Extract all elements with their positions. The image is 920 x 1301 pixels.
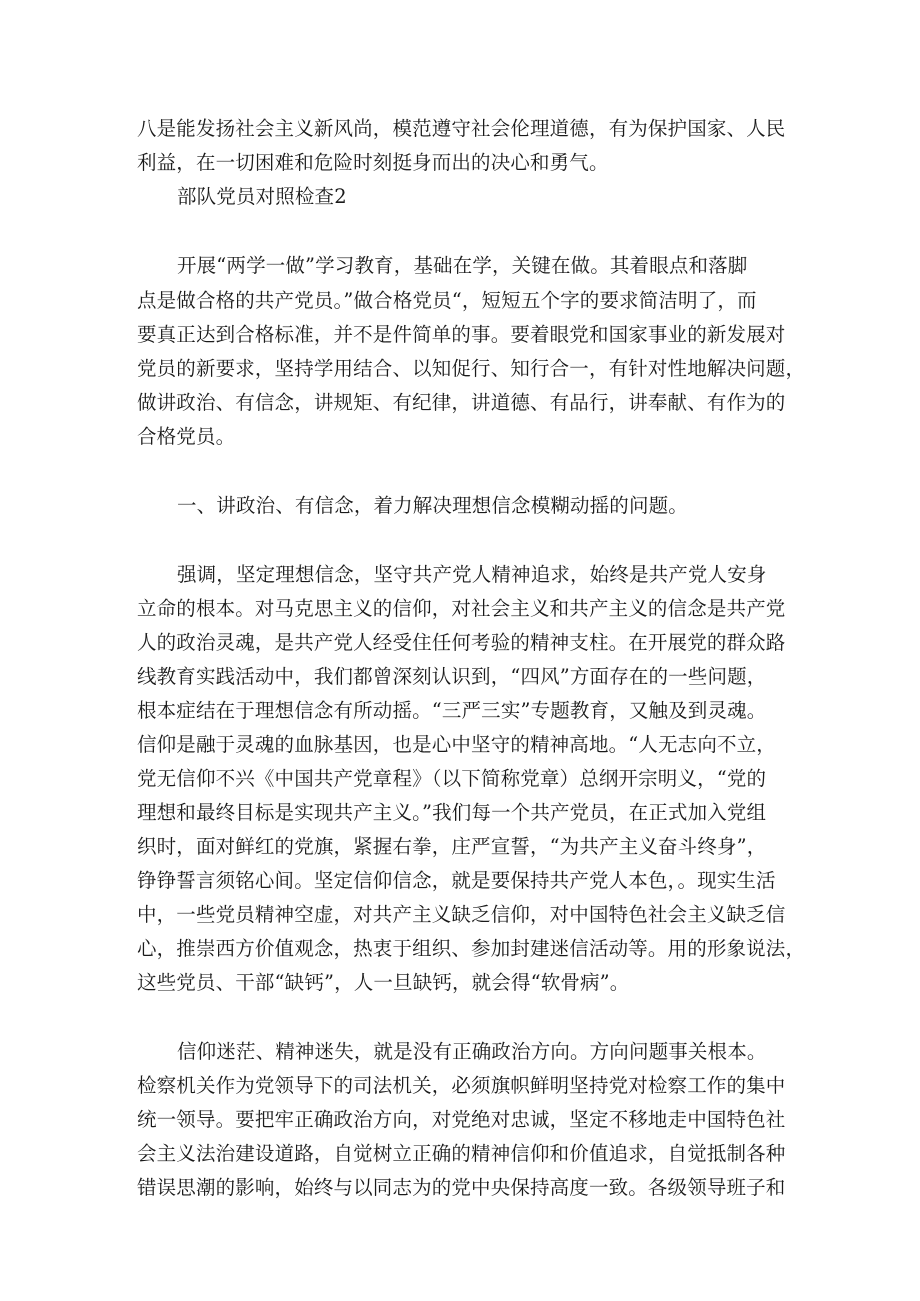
para2-line-12: 心，推崇西方价值观念，热衷于组织、参加封建迷信活动等。用的形象说法， (137, 937, 806, 960)
intro-line-2: 利益，在一切困难和危险时刻挺身而出的决心和勇气。 (137, 151, 609, 174)
para2-line-10: 铮铮誓言须铭心间。坚定信仰信念，就是要保持共产党人本色，。现实生活 (137, 869, 776, 892)
para1-line-1: 开展“两学一做”学习教育，基础在学，关键在做。其着眼点和落脚 (177, 254, 748, 277)
section-title: 部队党员对照检查2 (177, 185, 347, 208)
heading-section-1: 一、讲政治、有信念，着力解决理想信念模糊动摇的问题。 (177, 494, 688, 517)
para2-line-11: 中，一些党员精神空虚，对共产主义缺乏信仰，对中国特色社会主义缺乏信 (137, 903, 786, 926)
para3-line-2: 检察机关作为党领导下的司法机关，必须旗帜鲜明坚持党对检察工作的集中 (137, 1074, 786, 1097)
para2-line-13: 这些党员、干部“缺钙”，人一旦缺钙，就会得“软骨病”。 (137, 971, 630, 994)
para2-line-5: 根本症结在于理想信念有所动摇。“三严三实”专题教育，又触及到灵魂。 (137, 699, 767, 722)
para1-line-3: 要真正达到合格标准，并不是件简单的事。要着眼党和国家事业的新发展对 (137, 323, 786, 346)
para2-line-7: 党无信仰不兴《中国共产党章程》（以下简称党章）总纲开宗明义，“党的 (137, 767, 767, 790)
para1-line-5: 做讲政治、有信念，讲规矩、有纪律，讲道德、有品行，讲奉献、有作为的 (137, 391, 786, 414)
para2-line-2: 立命的根本。对马克思主义的信仰，对社会主义和共产主义的信念是共产党 (137, 597, 786, 620)
para2-line-3: 人的政治灵魂，是共产党人经受住任何考验的精神支柱。在开展党的群众路 (137, 631, 786, 654)
para2-line-9: 织时，面对鲜红的党旗，紧握右拳，庄严宣誓，“为共产主义奋斗终身”， (137, 835, 767, 858)
para2-line-6: 信仰是融于灵魂的血脉基因，也是心中坚守的精神高地。“人无志向不立， (137, 733, 776, 756)
para1-line-6: 合格党员。 (137, 425, 236, 448)
para1-line-2: 点是做合格的共产党员。”做合格党员“，短短五个字的要求简洁明了，而 (137, 289, 757, 312)
intro-line-1: 八是能发扬社会主义新风尚，模范遵守社会伦理道德，有为保护国家、人民 (137, 117, 786, 140)
para2-line-1: 强调，坚定理想信念，坚守共产党人精神追求，始终是共产党人安身 (177, 563, 767, 586)
para2-line-8: 理想和最终目标是实现共产主义。”我们每一个共产党员，在正式加入党组 (137, 801, 767, 824)
para1-line-4: 党员的新要求，坚持学用结合、以知促行、知行合一，有针对性地解决问题， (137, 357, 806, 380)
para3-line-4: 会主义法治建设道路，自觉树立正确的精神信仰和价值追求，自觉抵制各种 (137, 1142, 786, 1165)
para2-line-4: 线教育实践活动中，我们都曾深刻认识到，“四风”方面存在的一些问题， (137, 665, 767, 688)
para3-line-5: 错误思潮的影响，始终与以同志为的党中央保持高度一致。各级领导班子和 (137, 1176, 786, 1199)
para3-line-3: 统一领导。要把牢正确政治方向，对党绝对忠诚，坚定不移地走中国特色社 (137, 1108, 786, 1131)
para3-line-1: 信仰迷茫、精神迷失，就是没有正确政治方向。方向问题事关根本。 (177, 1040, 767, 1063)
